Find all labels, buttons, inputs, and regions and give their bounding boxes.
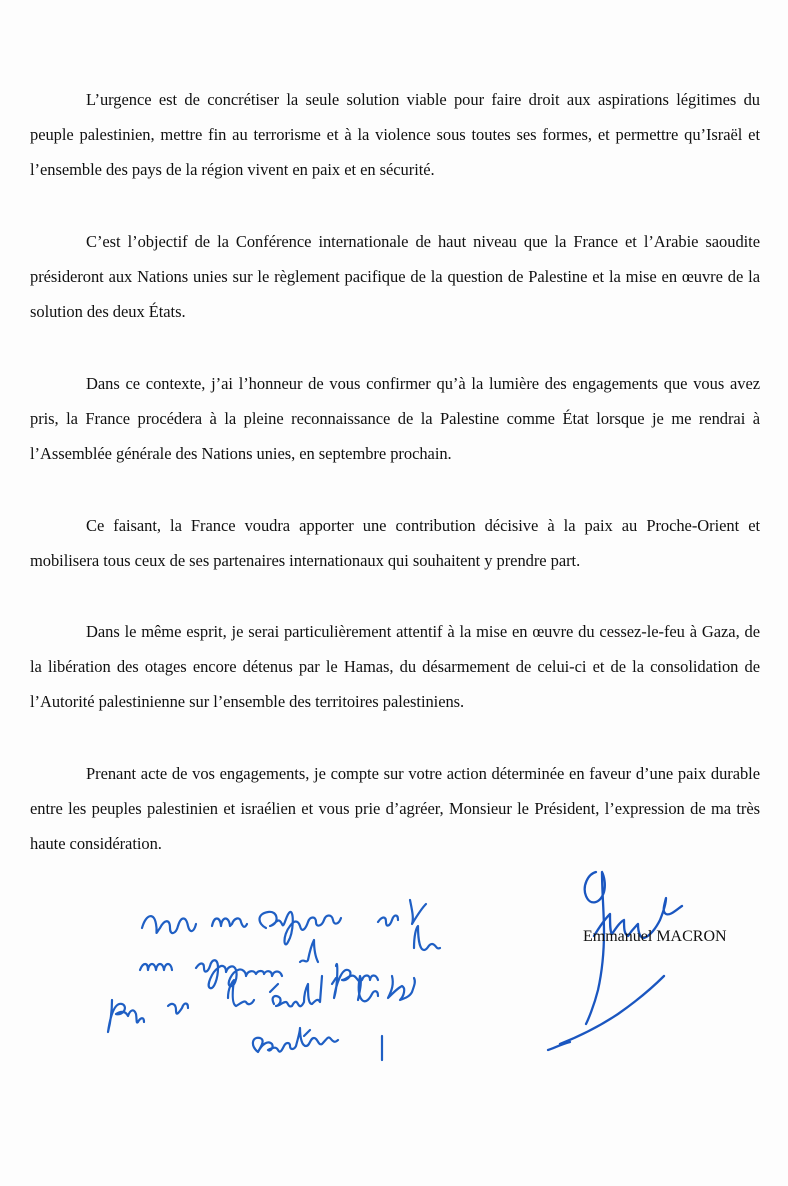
paragraph-contribution: Ce faisant, la France voudra apporter une contribution décisive à la paix au Proche-Orient et mobilisera tous ceux de ses partenaires internationaux qui souhaitent y prendre part. bbox=[30, 516, 760, 570]
paragraph-conference: C’est l’objectif de la Conférence internationale de haut niveau que la France et l’Arabie saoudite présideront aux Nations unies sur le règlement pacifique de la question de Palestine et la mise en œuvre de la solution des deux États. bbox=[30, 232, 760, 321]
paragraph-urgence: L’urgence est de concrétiser la seule solution viable pour faire droit aux aspirations légitimes du peuple palestinien, mettre fin au terrorisme et à la violence sous toutes ses formes, et permettre qu’Israël et l’ensemble des pays de la région vivent en paix et en sécurité. bbox=[30, 90, 760, 179]
paragraph-reconnaissance: Dans ce contexte, j’ai l’honneur de vous confirmer qu’à la lumière des engagements que vous avez pris, la France procédera à la pleine reconnaissance de la Palestine comme État lorsque je me rendrai à l’Assemblée générale des Nations unies, en septembre prochain. bbox=[30, 374, 760, 463]
paragraph-closing: Prenant acte de vos engagements, je compte sur votre action déterminée en faveur d’une paix durable entre les peuples palestinien et israélien et vous prie d’agréer, Monsieur le Président, l’expression de ma très haute considération. bbox=[30, 764, 760, 853]
signature-graphic bbox=[548, 872, 682, 1050]
handwritten-note bbox=[108, 900, 440, 1060]
signatory-name: Emmanuel MACRON bbox=[583, 928, 727, 945]
paragraph-cessez-le-feu: Dans le même esprit, je serai particulièrement attentif à la mise en œuvre du cessez-le-feu à Gaza, de la libération des otages encore détenus par le Hamas, du désarmement de celui-ci et de la consolidation de l’Autorité palestinienne sur l’ensemble des territoires palestiniens. bbox=[30, 622, 760, 711]
